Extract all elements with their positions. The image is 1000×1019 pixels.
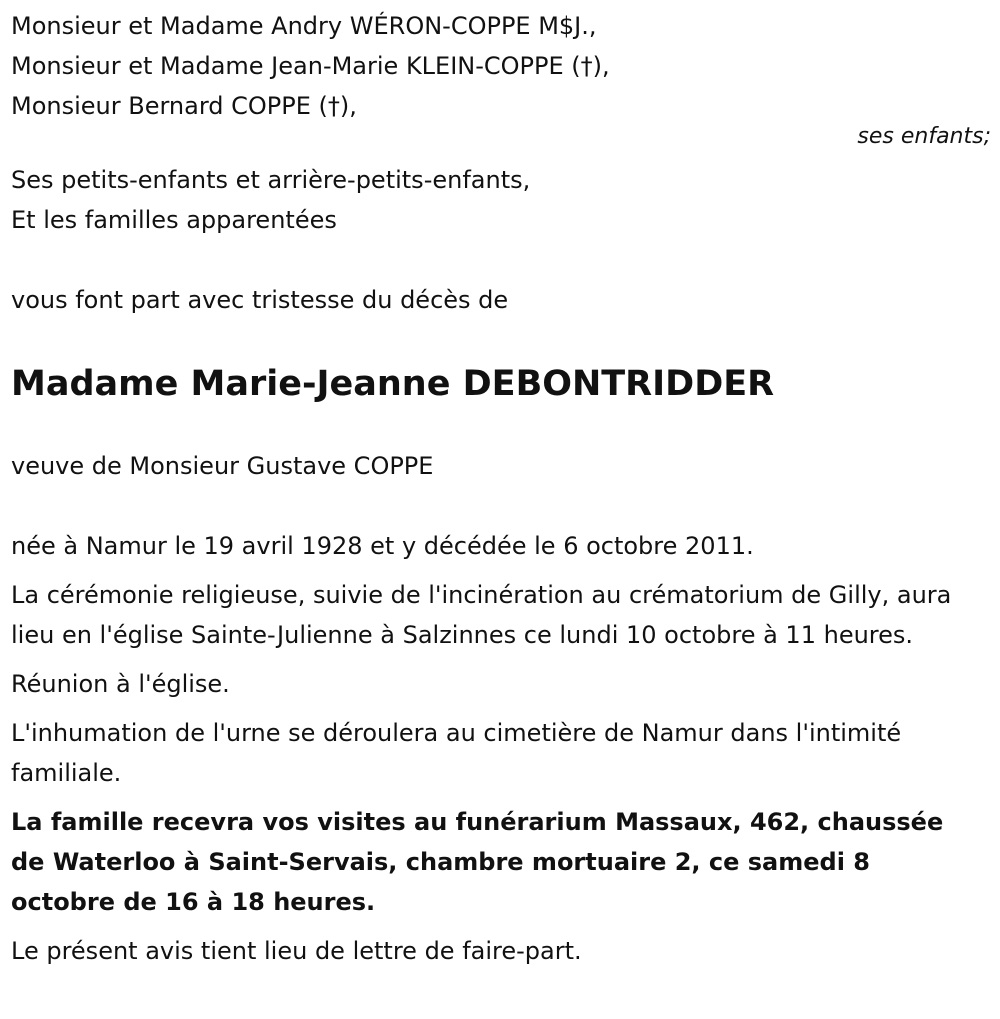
- family-line-1: Ses petits-enfants et arrière-petits-enfants,: [11, 166, 531, 194]
- children-label: ses enfants;: [857, 124, 991, 149]
- spacer: [11, 320, 991, 360]
- birth-death-line: née à Namur le 19 avril 1928 et y décédée le 6 octobre 2011.: [11, 532, 754, 560]
- deceased-name: Madame Marie-Jeanne DEBONTRIDDER: [11, 364, 775, 404]
- family-line-2: Et les familles apparentées: [11, 206, 337, 234]
- obituary-notice: [11, 6, 991, 980]
- child-line-1: Monsieur et Madame Andry WÉRON-COPPE M$J.,: [11, 12, 597, 40]
- meeting-paragraph: Réunion à l'église.: [11, 670, 230, 698]
- visits-paragraph: La famille recevra vos visites au funérarium Massaux, 462, chaussée de Waterloo à Saint-Servais, chambre mortuaire 2, ce samedi 8 octobre de 16 à 18 heures.: [11, 808, 944, 916]
- spacer: [11, 486, 991, 526]
- spacer: [11, 408, 991, 446]
- announcement-intro: vous font part avec tristesse du décès de: [11, 286, 509, 314]
- closing-paragraph: Le présent avis tient lieu de lettre de faire-part.: [11, 937, 582, 965]
- burial-paragraph: L'inhumation de l'urne se déroulera au cimetière de Namur dans l'intimité familiale.: [11, 719, 902, 787]
- ceremony-paragraph: La cérémonie religieuse, suivie de l'incinération au crématorium de Gilly, aura lieu en l'église Sainte-Julienne à Salzinnes ce lundi 10 octobre à 11 heures.: [11, 581, 952, 649]
- child-line-3: Monsieur Bernard COPPE (†),: [11, 92, 357, 120]
- spacer: [11, 240, 991, 280]
- child-line-2: Monsieur et Madame Jean-Marie KLEIN-COPPE (†),: [11, 52, 610, 80]
- widow-of: veuve de Monsieur Gustave COPPE: [11, 452, 434, 480]
